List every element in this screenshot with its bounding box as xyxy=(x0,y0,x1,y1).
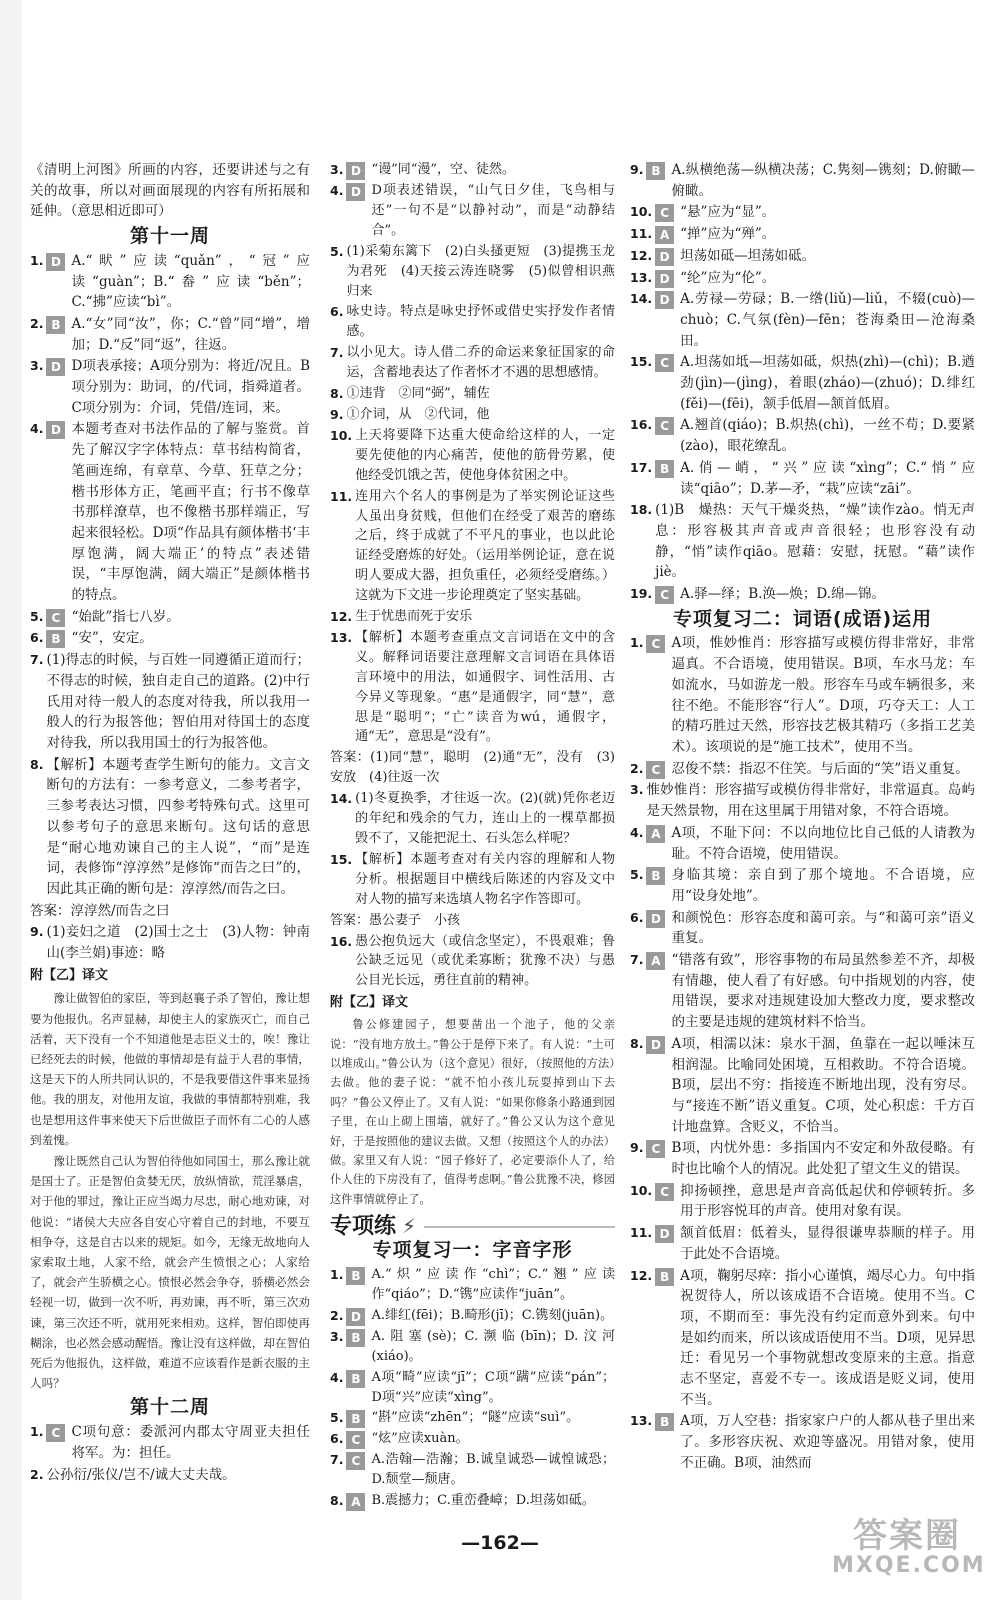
question-number: 9. xyxy=(30,924,44,940)
lightning-icon: ⚡ xyxy=(402,1214,417,1239)
answer-explanation: 上天将要降下达重大使命给这样的人，一定要先使他的内心痛苦，使他的筋骨劳累，使他经受饥饿之苦，使他身体贫困之中。 xyxy=(355,427,615,483)
answer-explanation: A.劳禄—劳碌；B.一绺(liǔ)—liǔ，不辍(cuò)—chuò；C.气氛(fèn)—fēn；苍海桑田—沧海桑田。 xyxy=(680,291,975,349)
answer-explanation: A.俏—峭，“兴”应读“xìng”；C.“悄”应读“qiāo”；D.茅—矛，“栽”应读“zāi”。 xyxy=(680,459,975,497)
question-number: 10. xyxy=(630,1182,653,1198)
banner-title: 专项练 xyxy=(330,1214,397,1240)
answer-item xyxy=(30,356,310,418)
question-number: 6. xyxy=(330,304,344,320)
answer-explanation: A项“畸”应读“jī”；C项“蹒”应读“pán”；D项“兴”应读“xìng”。 xyxy=(371,1369,615,1405)
answer-item xyxy=(630,246,975,267)
answer-explanation: D项表承接；A项分别为：将近/况且。B项分别为：助词，的/代词，指舜道者。C项分别为：介词，凭借/连词，来。 xyxy=(71,358,310,416)
answer-item xyxy=(630,908,975,949)
answer-explanation: “掸”应为“殚”。 xyxy=(680,226,776,243)
answer-explanation: A.坦荡如坻—坦荡如砥，炽热(zhì)—(chì)；B.遒劲(jìn)—(jìng)，着眼(zháo)—(zhuó)；D.绯红(fěi)—(fēi)，颔手低眉—颔首低眉。 xyxy=(680,354,975,412)
answer-explanation: ①介词，从 ②代词，他 xyxy=(346,406,490,422)
answer-paragraph: 答案：愚公妻子 小孩 xyxy=(330,912,461,928)
question-number: 2. xyxy=(330,1307,344,1323)
answer-item xyxy=(330,628,615,747)
answer-item xyxy=(630,268,975,289)
answer-item xyxy=(30,251,310,313)
question-number: 15. xyxy=(330,851,353,867)
question-number: 16. xyxy=(330,933,353,949)
answer-choice-badge: B xyxy=(346,1410,365,1428)
answer-paragraph: 答案：(1)同“慧”，聪明 (2)通“无”，没有 (3)安放 (4)往返一次 xyxy=(330,750,615,786)
question-number: 13. xyxy=(630,1413,653,1429)
answer-choice-badge: D xyxy=(346,162,365,180)
answer-explanation: 以小见大。诗人借二乔的命运来象征国家的命运，含蓄地表达了作者怀才不遇的思想感情。 xyxy=(346,345,615,381)
section-title: 专项复习二：词语(成语)运用 xyxy=(672,607,933,630)
answer-item xyxy=(330,1265,615,1305)
answer-choice-badge: D xyxy=(346,1308,365,1326)
answer-explanation: B项，内忧外患：多指国内不安定和外敌侵略。有时也比喻个人的情况。此处犯了望文生义的错误。 xyxy=(671,1140,975,1178)
answer-choice-badge: B xyxy=(646,867,665,885)
watermark-sub-text: MXQE.COM xyxy=(832,1553,986,1578)
question-number: 2. xyxy=(30,1466,44,1482)
answer-explanation: (1)B 燥热：天气干燥炎热，“燥”读作zào。悄无声息：形容极其声音或声音很轻；也形容没有动静，“悄”读作qiāo。慰藉：安慰，抚慰。“藉”读作jiè。 xyxy=(655,502,975,581)
answer-item xyxy=(630,458,975,499)
question-number: 13. xyxy=(330,629,353,645)
question-number: 5. xyxy=(330,243,344,259)
answer-explanation: A项，不耻下问：不以向地位比自己低的人请教为耻。不符合语境，使用错误。 xyxy=(671,824,975,862)
answer-explanation: “错落有致”，形容事物的布局虽然参差不齐，却极有情趣，使人看了有好感。句中指规划的内容，使用错误，要求对违规建设加大整改力度，要求整改的主要是违规的建筑材料不恰当。 xyxy=(671,952,975,1031)
answer-explanation: A.“女”同“汝”，你；C.“曾”同“增”，增加；D.“反”同“返”，往返。 xyxy=(71,315,310,353)
answer-explanation: A.阻塞(sè)；C.濒临(bīn)；D.汶河(xiáo)。 xyxy=(371,1328,615,1364)
answer-explanation: A项，鞠躬尽瘁：指小心谨慎，竭尽心力。句中指祝贺待人，所以该成语不合语境。使用不当。C项，不期而至：事先没有约定而意外到来。句中是如约而来，所以该成语使用不当。D项，见异思迁：看见另一个事物就想改变原来的主意。指意志不坚定，喜爱不专一。该成语是贬义词，使用不当。 xyxy=(680,1267,975,1408)
answer-explanation: 身临其境：亲自到了那个境地。不合语境，应用“设身处地”。 xyxy=(671,867,975,904)
answer-choice-badge: D xyxy=(46,253,65,271)
question-number: 8. xyxy=(30,756,44,772)
answer-explanation: A项，惟妙惟肖：形容描写或模仿得非常好，非常逼真。不合语境，使用错误。B项，车水马龙：车如流水，马如游龙一般。形容车马或车辆很多，来往不绝。不能形容“行人”。D项，巧夺天工：人工的精巧胜过天然，形容技艺极其精巧（多指工艺美术）。该项说的是“施工技术”，使用不当。 xyxy=(671,635,975,755)
answer-explanation: 公孙衍/张仪/岂不/诚大丈夫哉。 xyxy=(46,1466,236,1483)
question-number: 1. xyxy=(30,252,44,268)
question-number: 6. xyxy=(330,1431,344,1447)
answer-item xyxy=(630,823,975,864)
answer-item xyxy=(330,932,615,992)
question-number: 11. xyxy=(630,226,653,242)
answer-explanation: A.驿—绎；B.涣—焕；D.绵—锦。 xyxy=(680,586,886,603)
question-number: 1. xyxy=(630,635,644,651)
section-title: 专项复习一：字音字形 xyxy=(372,1239,573,1262)
answer-explanation: “谩”同“漫”，空、徒然。 xyxy=(371,162,516,177)
answer-choice-badge: A xyxy=(655,226,674,244)
answer-explanation: “安”，安定。 xyxy=(71,630,153,647)
question-number: 15. xyxy=(630,354,653,370)
answer-explanation: ①违背 ②同“弼”，辅佐 xyxy=(346,386,490,402)
binding-margin xyxy=(0,0,22,1600)
answer-explanation: 抑扬顿挫，意思是声音高低起伏和停顿转折。多用于形容悦耳的声音。使用对象有误。 xyxy=(680,1182,975,1220)
section-title: 第十一周 xyxy=(129,225,210,248)
answer-item xyxy=(630,289,975,351)
answer-choice-badge: D xyxy=(646,910,665,928)
answer-item xyxy=(30,314,310,355)
answer-choice-badge: C xyxy=(655,417,674,435)
answer-item xyxy=(330,405,615,425)
answer-choice-badge: D xyxy=(46,358,65,376)
question-number: 10. xyxy=(630,204,653,220)
answer-item xyxy=(30,419,310,605)
answer-column-middle xyxy=(330,160,615,1512)
answer-explanation: A项，万人空巷：指家家户户的人都从巷子里出来了。多形容庆祝、欢迎等盛况。用错对象，使用不正确。B项，油然而 xyxy=(680,1413,975,1471)
question-number: 13. xyxy=(630,269,653,285)
answer-explanation: A.“畎”应读“quǎn”，“冠”应读“guàn”；B.“畚”应读“běn”；C.“拂”应读“bì”。 xyxy=(71,252,310,311)
answer-item xyxy=(30,1422,310,1463)
question-number: 3. xyxy=(330,1328,344,1344)
question-number: 7. xyxy=(30,652,44,668)
answer-item xyxy=(630,160,975,201)
question-number: 6. xyxy=(30,630,44,646)
answer-choice-badge: C xyxy=(346,1452,365,1470)
question-number: 3. xyxy=(630,782,644,798)
answer-explanation: A.浩翰—浩瀚；B.诚皇诚恐—诚惶诚恐；D.颓堂—颓唐。 xyxy=(371,1452,615,1488)
answer-choice-badge: C xyxy=(646,635,665,653)
answer-explanation: A.绯红(fēi)；B.畸形(jī)；C.镌刻(juān)。 xyxy=(371,1307,614,1323)
answer-paragraph: 《清明上河图》所画的内容，还要讲述与之有关的故事，所以对画面展现的内容有所拓展和延伸。（意思相近即可） xyxy=(30,162,310,220)
question-number: 7. xyxy=(630,952,644,968)
answer-choice-badge: C xyxy=(655,204,674,222)
answer-explanation: 生于忧患而死于安乐 xyxy=(355,609,473,625)
answer-item xyxy=(330,487,615,606)
question-number: 9. xyxy=(630,162,644,177)
answer-explanation: 愚公抱负远大（或信念坚定），不畏艰难；鲁公缺乏远见（或优柔寡断；犹豫不决）与愚公目光长远，勇往直前的精神。 xyxy=(355,933,615,989)
answer-item xyxy=(630,415,975,456)
special-practice-banner xyxy=(330,1214,615,1240)
answer-explanation: 【解析】本题考查对有关内容的理解和人物分析。根据题目中横线后陈述的内容及文中对人物的描写来选填人物名字作答即可。 xyxy=(355,851,615,907)
question-number: 4. xyxy=(330,183,344,198)
answer-choice-badge: D xyxy=(655,1225,674,1243)
translation-text: 鲁公修建园子，想要凿出一个池子，他的父亲说：“没有地方放土。”鲁公于是停下来了。有人说：“土可以堆成山。”鲁公认为（这个意见）很好，（按照他的方法）去做。他的妻子说：“就不怕小孩儿玩耍掉到山下去吗？”鲁公又停止了。又有人说：“如果你修条小路通到园子里，在山上砌上围墙，就好了。”鲁公又认为这个意见好，于是按照他的建议去做。又想（按照这个人的办法）做。家里又有人说：“园子修好了，必定要添仆人了，给仆人住的下房没有了，值得考虑啊。”鲁公犹豫不决，修园这件事情就停止了。 xyxy=(330,1018,615,1206)
answer-choice-badge: A xyxy=(646,825,665,843)
answer-item xyxy=(330,426,615,486)
answer-item xyxy=(630,202,975,223)
answer-choice-badge: D xyxy=(655,270,674,288)
question-number: 8. xyxy=(330,386,344,402)
question-number: 1. xyxy=(30,1424,44,1440)
answer-item xyxy=(630,1266,975,1411)
answer-choice-badge: B xyxy=(655,460,674,478)
answer-item xyxy=(330,1306,615,1326)
answer-explanation: 和颜悦色：形容态度和蔼可亲。与“和蔼可亲”语义重复。 xyxy=(671,909,975,947)
answer-choice-badge: C xyxy=(346,1431,365,1449)
question-number: 14. xyxy=(330,791,353,807)
question-number: 18. xyxy=(630,502,653,518)
question-number: 4. xyxy=(630,824,644,840)
answer-choice-badge: B xyxy=(655,1268,674,1286)
question-number: 4. xyxy=(30,421,44,437)
answer-choice-badge: C xyxy=(655,586,674,604)
answer-choice-badge: B xyxy=(346,1329,365,1347)
answer-item xyxy=(30,755,310,900)
answer-explanation: C项句意：委派河内郡太守周亚夫担任将军。为：担任。 xyxy=(71,1424,310,1461)
answer-item xyxy=(630,865,975,906)
question-number: 2. xyxy=(30,315,44,331)
translation-text: 豫让做智伯的家臣，等到赵襄子杀了智伯，豫让想要为他报仇。名声显赫，却使主人的家族灭亡，而自己活着，天下没有一个不知道他是志臣义士的，唉！豫让已经死去的时候，他做的事情却是有益于人君的事情，这是天下的人所共同认识的，不是我要借这件事来显扬他。我的朋友，对他用友谊，我做的事情都特别难，我也是想用这件事来使天下后世做臣子而怀有二心的人感到羞愧。 xyxy=(30,991,310,1147)
answer-explanation: 颔首低眉：低着头，显得很谦卑恭顺的样子。用于此处不合语境。 xyxy=(680,1225,975,1262)
answer-explanation: (1)妾妇之道 (2)国士之士 (3)人物：钟南山(李兰娟)事迹：略 xyxy=(46,924,310,962)
question-number: 3. xyxy=(30,358,44,374)
question-number: 12. xyxy=(330,609,353,625)
translation-text: 豫让既然自己认为智伯待他如同国士，那么豫让就是国士了。正是智伯贪婪无厌，放纵情欲，荒淫暴虐，对于他的罪过，豫让正应当竭力尽忠，耐心地劝谏，对他说：“诸侯大夫应各自安心守着自己的封地，不要互相争夺，这是自古以来的规矩。如今，无缘无故地向人家索取土地，人家不给，就会产生愤恨之心；人家给了，就会产生骄横之心。愤恨必然会争夺，骄横必然会轻视一切，做到一次不听，再劝谏，再不听，第三次劝谏，第三次还不听，就用死来相劝。这样，智伯即使再糊涂，也必然会感动醒悟。豫让没有这样做，却在智伯死后为他报仇，这样做，难道不应该看作是新衣服的主人吗？ xyxy=(30,1154,310,1391)
answer-explanation: 咏史诗。特点是咏史抒怀或借史实抒发作者情感。 xyxy=(346,304,615,340)
answer-choice-badge: A xyxy=(646,952,665,970)
answer-item xyxy=(330,1327,615,1367)
answer-choice-badge: D xyxy=(46,421,65,439)
question-number: 9. xyxy=(630,1140,644,1156)
answer-item xyxy=(630,500,975,583)
answer-item xyxy=(330,242,615,302)
question-number: 2. xyxy=(630,760,644,776)
answer-item xyxy=(330,1429,615,1449)
answer-explanation: 忍俊不禁：指忍不住笑。与后面的“笑”语义重复。 xyxy=(671,760,969,777)
answer-explanation: “纶”应为“伦”。 xyxy=(680,269,776,286)
answer-choice-badge: B xyxy=(346,1267,365,1285)
answer-item xyxy=(330,181,615,241)
question-number: 10. xyxy=(330,427,353,443)
answer-item xyxy=(330,789,615,849)
answer-explanation: 惟妙惟肖：形容描写或模仿得非常好，非常逼真。岛屿是天然景物，用在这里属于用错对象，不符合语境。 xyxy=(646,782,975,820)
answer-choice-badge: D xyxy=(346,183,365,201)
answer-explanation: “斟”应读“zhēn”；“隧”应读“suì”。 xyxy=(371,1410,580,1426)
answer-item xyxy=(630,1181,975,1222)
answer-column-right xyxy=(630,160,975,1475)
question-number: 12. xyxy=(630,247,653,263)
question-number: 16. xyxy=(630,417,653,433)
answer-choice-badge: C xyxy=(646,1140,665,1158)
answer-choice-badge: A xyxy=(346,1493,365,1511)
translation-heading: 附【乙】译文 xyxy=(330,995,409,1011)
answer-item xyxy=(630,1223,975,1264)
answer-choice-badge: B xyxy=(346,1370,365,1388)
watermark-main-text: 答案圈 xyxy=(853,1516,961,1556)
answer-item xyxy=(630,352,975,414)
question-number: 5. xyxy=(630,867,644,883)
question-number: 19. xyxy=(630,586,653,602)
answer-item xyxy=(330,1368,615,1408)
answer-explanation: 【解析】本题考查学生断句的能力。文言文断句的方法有：一参考意义，二参考者字，三参考表达习惯，四参考特殊句式。这里可以参考句子的意思来断句。这句话的意思是“耐心地劝谏自己的主人说”，“而”是连词，表修饰“淳淳然”是修饰“而告之曰”的，因此其正确的断句是：淳淳然/而告之曰。 xyxy=(46,756,310,897)
answer-choice-badge: C xyxy=(655,1183,674,1201)
answer-choice-badge: B xyxy=(46,316,65,334)
answer-column-left xyxy=(30,160,310,1486)
question-number: 5. xyxy=(330,1410,344,1426)
answer-explanation: 连用六个名人的事例是为了举实例论证这些人虽出身贫贱，但他们在经受了艰苦的磨练之后，终于成就了不平凡的事业，也以此论证经受磨炼的好处。（运用举例论证，意在说明人要成大器，担负重任，必须经受磨练。）这就为下文进一步论理奠定了坚实基础。 xyxy=(355,488,615,604)
banner-rule xyxy=(424,1226,615,1228)
answer-item xyxy=(630,633,975,757)
answer-item xyxy=(30,1465,310,1486)
question-number: 11. xyxy=(630,1225,653,1241)
answer-choice-badge: C xyxy=(655,354,674,372)
answer-explanation: “始龀”指七八岁。 xyxy=(71,608,180,625)
question-number: 17. xyxy=(630,459,653,475)
answer-choice-badge: B xyxy=(46,630,65,648)
answer-explanation: (1)采菊东篱下 (2)白头搔更短 (3)提携玉龙为君死 (4)天接云涛连晓雾 (5)似曾相识燕归来 xyxy=(346,243,615,299)
answer-item xyxy=(330,160,615,180)
question-number: 6. xyxy=(630,909,644,925)
answer-choice-badge: D xyxy=(655,248,674,266)
question-number: 9. xyxy=(330,406,344,422)
question-number: 14. xyxy=(630,291,653,307)
answer-item xyxy=(330,850,615,910)
answer-explanation: A.翘首(qiáo)；B.炽热(chì)，一丝不苟；D.要紧(zào)，眼花缭乱。 xyxy=(680,417,975,455)
answer-item xyxy=(630,780,975,821)
question-number: 1. xyxy=(330,1267,344,1283)
answer-choice-badge: C xyxy=(46,609,65,627)
answer-item xyxy=(630,1138,975,1179)
answer-item xyxy=(330,343,615,383)
answer-item xyxy=(30,922,310,963)
watermark-logo xyxy=(832,1508,986,1578)
page-number: —162— xyxy=(461,1532,539,1554)
answer-item xyxy=(330,302,615,342)
answer-item xyxy=(630,950,975,1033)
answer-paragraph: 答案：淳淳然/而告之曰 xyxy=(30,902,170,919)
answer-item xyxy=(630,759,975,780)
answer-item xyxy=(630,224,975,245)
answer-explanation: A项，相濡以沫：泉水干涸，鱼靠在一起以唾沫互相润湿。比喻同处困境，互相救助。不符合语境。B项，层出不穷：指接连不断地出现，没有穷尽。与“接连不断”语义重复。C项，处心积虑：千方百计地盘算。含贬义，不恰当。 xyxy=(671,1035,975,1135)
answer-item xyxy=(330,384,615,404)
answer-explanation: “炫”应读xuàn。 xyxy=(371,1431,469,1447)
answer-explanation: A.“炽”应读作“chì”；C.“翘”应读作“qiáo”；D.“镌”应读作“juān”。 xyxy=(371,1267,615,1302)
answer-choice-badge: D xyxy=(655,291,674,309)
answer-explanation: D项表述错误，“山气日夕佳，飞鸟相与还”一句不是“以静衬动”，而是“动静结合”。 xyxy=(371,183,615,238)
answer-explanation: (1)冬夏换季，才往返一次。(2)(就)凭你老迈的年纪和残余的气力，连山上的一棵草都损毁不了，又能把泥土、石头怎么样呢？ xyxy=(355,791,615,846)
answer-choice-badge: D xyxy=(646,1036,665,1054)
answer-explanation: (1)得志的时候，与百姓一同遵循正道而行；不得志的时候，独自走自己的道路。(2)中行氏用对待一般人的态度对待我，所以我用一般人的行为报答他；智伯用对待国士的态度对待我，所以我用国士的行为报答他。 xyxy=(46,652,310,751)
question-number: 5. xyxy=(30,608,44,624)
answer-item xyxy=(630,584,975,605)
question-number: 8. xyxy=(330,1493,344,1509)
answer-item xyxy=(30,607,310,628)
answer-choice-badge: C xyxy=(646,761,665,779)
answer-item xyxy=(630,1034,975,1138)
answer-explanation: 坦荡如砥—坦荡如砥。 xyxy=(680,247,816,264)
answer-explanation: 【解析】本题考查重点文言词语在文中的含义。解释词语要注意理解文言词语在具体语言环境中的用法，如通假字、词性活用、古今异义等现象。“惠”是通假字，同“慧”，意思是“聪明”；“亡”读音为wú，通假字，通“无”，意思是“没有”。 xyxy=(355,629,615,745)
question-number: 7. xyxy=(330,345,344,361)
question-number: 4. xyxy=(330,1369,344,1385)
answer-choice-badge: B xyxy=(646,162,665,180)
answer-item xyxy=(330,1408,615,1428)
answer-item xyxy=(330,1450,615,1490)
answer-choice-badge: B xyxy=(655,1413,674,1431)
answer-explanation: A.纵横绝荡—纵横决荡；C.隽刻—镌刻；D.俯瞰—俯瞰。 xyxy=(671,162,975,199)
answer-item xyxy=(330,1491,615,1511)
answer-explanation: 本题考查对书法作品的了解与鉴赏。首先了解汉字字体特点：草书结构简省，笔画连绵，有章草、今草、狂草之分；楷书形体方正，笔画平直；行书不像草书那样潦草，也不像楷书那样端正，写起来很轻松。D项“作品具有颜体楷书‘丰厚饱满，阔大端正’的特点”表述错误，“丰厚饱满，阔大端正”是颜体楷书的特点。 xyxy=(71,421,310,604)
answer-item xyxy=(30,650,310,754)
answer-item xyxy=(330,607,615,627)
answer-choice-badge: C xyxy=(46,1424,65,1442)
question-number: 8. xyxy=(630,1035,644,1051)
answer-explanation: B.震撼力；C.重峦叠嶂；D.坦荡如砥。 xyxy=(371,1493,595,1509)
answer-explanation: “悬”应为“显”。 xyxy=(680,204,776,221)
answer-item xyxy=(630,1411,975,1473)
question-number: 3. xyxy=(330,162,344,177)
question-number: 7. xyxy=(330,1452,344,1468)
answer-item xyxy=(30,628,310,649)
question-number: 12. xyxy=(630,1267,653,1283)
translation-heading: 附【乙】译文 xyxy=(30,967,109,983)
question-number: 11. xyxy=(330,488,353,504)
section-title: 第十二周 xyxy=(129,1396,210,1419)
